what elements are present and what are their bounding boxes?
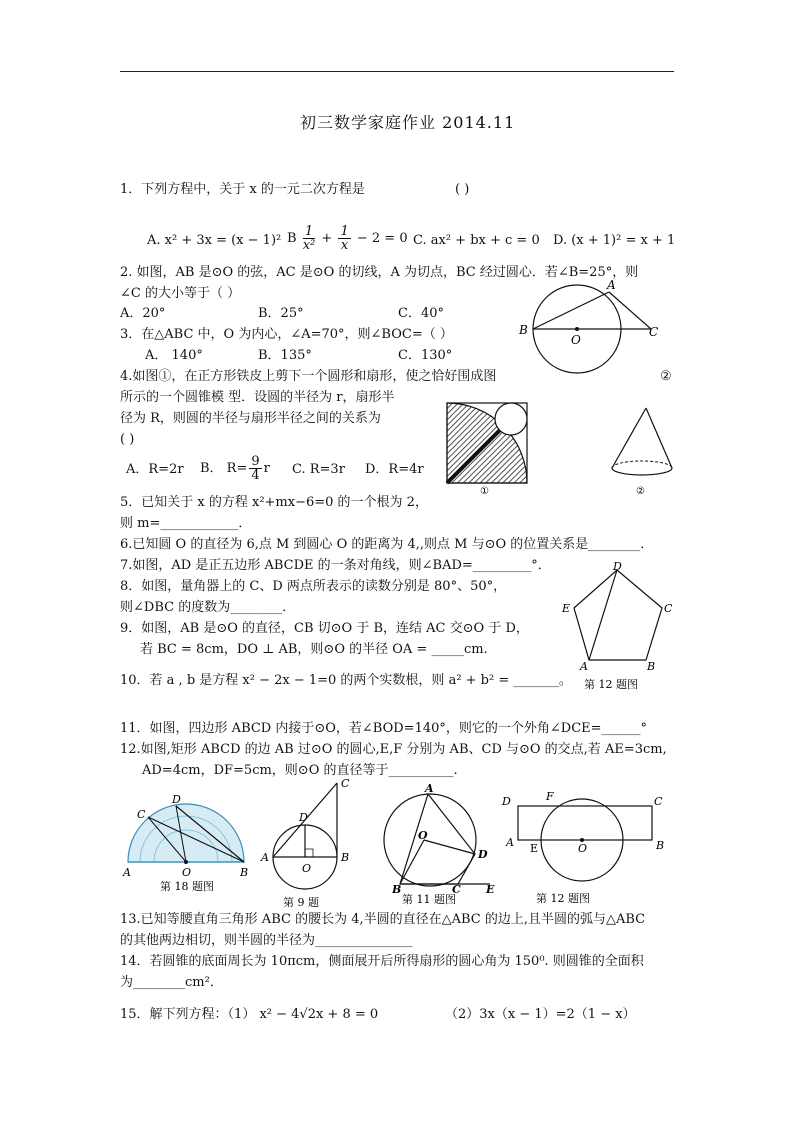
q9-label-d: D — [299, 811, 308, 824]
q4-caption-2: ② — [636, 486, 645, 497]
q11-line1: 11．如图，四边形 ABCD 内接于⊙O，若∠BOD=140°，则它的一个外角∠DCE=______° — [120, 721, 648, 736]
q11-circle — [384, 794, 476, 886]
rect-label-d: D — [502, 795, 511, 808]
rect-label-e: E — [530, 842, 539, 855]
pentagon-figure — [560, 560, 680, 692]
q2-option-b: B．25° — [258, 306, 304, 321]
q1-fraction-2 — [338, 225, 350, 252]
prot-label-a: A — [123, 866, 131, 879]
q2-label-o: O — [571, 333, 581, 347]
q13-line2: 的其他两边相切，则半圆的半径为_______________ — [120, 933, 413, 948]
q4-cone-side-right — [646, 408, 672, 468]
q4-cone-base-back — [612, 461, 672, 468]
q3-option-b: B．135° — [258, 348, 312, 363]
pent-label-c: C — [664, 602, 673, 615]
pent-caption: 第 12 题图 — [584, 678, 638, 691]
q1-fraction-1 — [303, 225, 316, 252]
q9-line1: 9．如图，AB 是⊙O 的直径，CB 切⊙O 于 B，连结 AC 交⊙O 于 D， — [120, 621, 529, 636]
rect-figure — [500, 788, 675, 906]
q2-option-c: C．40° — [398, 306, 444, 321]
q4-caption-1: ① — [480, 486, 489, 497]
q9-line2: 若 BC = 8cm，DO ⊥ AB，则⊙O 的半径 OA = _____cm. — [140, 642, 488, 657]
pent-label-e: E — [562, 602, 571, 615]
q1-option-b-rest: − 2 = 0 — [356, 231, 408, 246]
q2-line1: 2. 如图，AB 是⊙O 的弦，AC 是⊙O 的切线，A 为切点，BC 经过圆心．若∠B=25°，则 — [120, 265, 639, 280]
prot-label-b: B — [240, 866, 249, 879]
q3-option-a: A． 140° — [145, 348, 203, 363]
q11-label-c: C — [452, 883, 461, 896]
q9-label-o: O — [302, 862, 312, 875]
pentagon-shape — [574, 570, 662, 660]
prot-label-d: D — [172, 793, 181, 806]
q4-line2: 所示的一个圆锥模 型．设圆的半径为 r，扇形半 — [120, 390, 395, 405]
rect-label-o: O — [578, 842, 588, 855]
prot-label-c: C — [137, 808, 146, 821]
q2-label-b: B — [519, 323, 528, 337]
q11-label-e: E — [486, 883, 495, 896]
rect-label-f: F — [546, 790, 554, 803]
q4-circled-2: ② — [660, 369, 672, 384]
q4-frac-num: 9 — [251, 454, 260, 469]
q4-line4: ( ) — [120, 432, 135, 447]
protractor-caption: 第 18 题图 — [160, 880, 214, 893]
q9-figure — [255, 775, 370, 910]
q5-line2: 则 m=____________． — [120, 516, 252, 531]
q2-figure — [515, 278, 665, 374]
rect-label-a: A — [506, 836, 514, 849]
protractor-figure — [118, 790, 258, 900]
q12-line1: 12.如图,矩形 ABCD 的边 AB 过⊙O 的圆心,E,F 分别为 AB、CD 与⊙O 的交点,若 AE=3cm, — [120, 742, 667, 757]
q6-line1: 6.已知圆 O 的直径为 6,点 M 到圆心 O 的距离为 4,,则点 M 与⊙O 的位置关系是________． — [120, 537, 654, 552]
q9-label-a: A — [261, 851, 269, 864]
q7-line1: 7.如图，AD 是正五边形 ABCDE 的一条对角线，则∠BAD=_________°． — [120, 558, 551, 573]
q4-option-c: C. R=3r — [292, 462, 345, 477]
q11-figure — [378, 780, 503, 905]
q1-answer-paren: ( ) — [455, 182, 470, 197]
q4-option-b-r: r — [263, 461, 270, 476]
q1-plus: + — [321, 231, 333, 246]
q2-chord-ab — [533, 292, 609, 329]
q1-frac1-den: x² — [302, 238, 316, 253]
q11-label-d: D — [478, 848, 488, 861]
q11-label-o: O — [418, 829, 428, 842]
q1-frac2-den: x — [340, 238, 349, 253]
q4-option-a: A．R=2r — [126, 462, 184, 477]
rect-label-c: C — [654, 795, 663, 808]
q10-line1: 10．若 a , b 是方程 x² − 2x − 1=0 的两个实数根，则 a² + b² = _______。 — [120, 673, 572, 688]
q2-label-c: C — [649, 325, 659, 339]
q11-label-b: B — [392, 883, 402, 896]
q4-frac-den: 4 — [251, 468, 260, 483]
pent-label-a: A — [580, 660, 588, 673]
q5-line1: 5．已知关于 x 的方程 x²+mx−6=0 的一个根为 2， — [120, 495, 428, 510]
top-rule — [120, 71, 674, 72]
rect-label-b: B — [656, 839, 665, 852]
q11-radius-od — [424, 840, 475, 854]
q3-option-c: C．130° — [398, 348, 453, 363]
q9-label-b: B — [341, 851, 350, 864]
q2-label-a: A — [607, 278, 616, 292]
q8-line1: 8．如图，量角器上的 C、D 两点所表示的读数分别是 80°、50°， — [120, 579, 507, 594]
q15-part2: （2）3x（x − 1）=2（1 − x） — [445, 1007, 636, 1022]
q4-option-b — [200, 452, 270, 486]
q4-line3: 径为 R，则圆的半径与扇形半径之间的关系为 — [120, 411, 381, 426]
q1-frac1-num: 1 — [303, 225, 316, 239]
pent-label-b: B — [647, 660, 656, 673]
q4-option-b-label: B． R= — [200, 461, 248, 476]
q4-fraction — [249, 455, 261, 482]
q2-center-dot — [575, 327, 579, 331]
q11-caption: 第 11 题图 — [402, 893, 456, 905]
q14-line1: 14．若圆锥的底面周长为 10πcm，侧面展开后所得扇形的圆心角为 150⁰. 则圆锥的全面积 — [120, 954, 644, 969]
q13-line1: 13.已知等腰直角三角形 ABC 的腰长为 4,半圆的直径在△ABC 的边上,且半圆的弧与△ABC — [120, 912, 646, 927]
q14-line2: 为________cm²． — [120, 975, 223, 990]
pent-label-d: D — [613, 560, 622, 573]
q11-label-a: A — [425, 782, 434, 795]
q8-line2: 则∠DBC 的度数为________． — [120, 600, 296, 615]
q2-option-a: A．20° — [120, 306, 166, 321]
q1-option-b — [287, 222, 408, 256]
q15-stem: 15．解下列方程：（1） x² − 4√2x + 8 = 0 — [120, 1007, 379, 1022]
q1-option-a: A. x² + 3x = (x − 1)² — [147, 233, 282, 248]
pentagon-diagonal-ad — [589, 570, 617, 660]
q3-line1: 3．在△ABC 中，O 为内心，∠A=70°，则∠BOC=（ ） — [120, 327, 453, 342]
q2-tangent-ac — [609, 292, 651, 329]
q9-caption: 第 9 题 — [283, 896, 319, 909]
q9-label-c: C — [341, 777, 350, 790]
q1-stem: 1．下列方程中，关于 x 的一元二次方程是 — [120, 182, 365, 197]
q1-option-d: D. (x + 1)² = x + 1 — [553, 233, 676, 248]
q4-small-circle — [495, 403, 527, 435]
rect-caption: 第 12 题图 — [536, 892, 590, 905]
q2-line2: ∠C 的大小等于（ ） — [120, 286, 241, 301]
q4-cone-base-front — [612, 468, 672, 475]
q4-option-d: D．R=4r — [365, 462, 424, 477]
q4-figures — [440, 398, 680, 498]
q1-frac2-num: 1 — [340, 224, 349, 239]
q4-cone-side-left — [612, 408, 646, 468]
q12-line2: AD=4cm，DF=5cm，则⊙O 的直径等于__________. — [142, 763, 458, 778]
page-title: 初三数学家庭作业 2014.11 — [300, 113, 516, 132]
q4-line1: 4.如图①，在正方形铁皮上剪下一个圆形和扇形，使之恰好围成图 — [120, 369, 497, 384]
prot-label-o: O — [182, 866, 192, 879]
q1-option-c: C. ax² + bx + c = 0 — [413, 233, 540, 248]
q1-option-b-label: B — [287, 231, 297, 246]
